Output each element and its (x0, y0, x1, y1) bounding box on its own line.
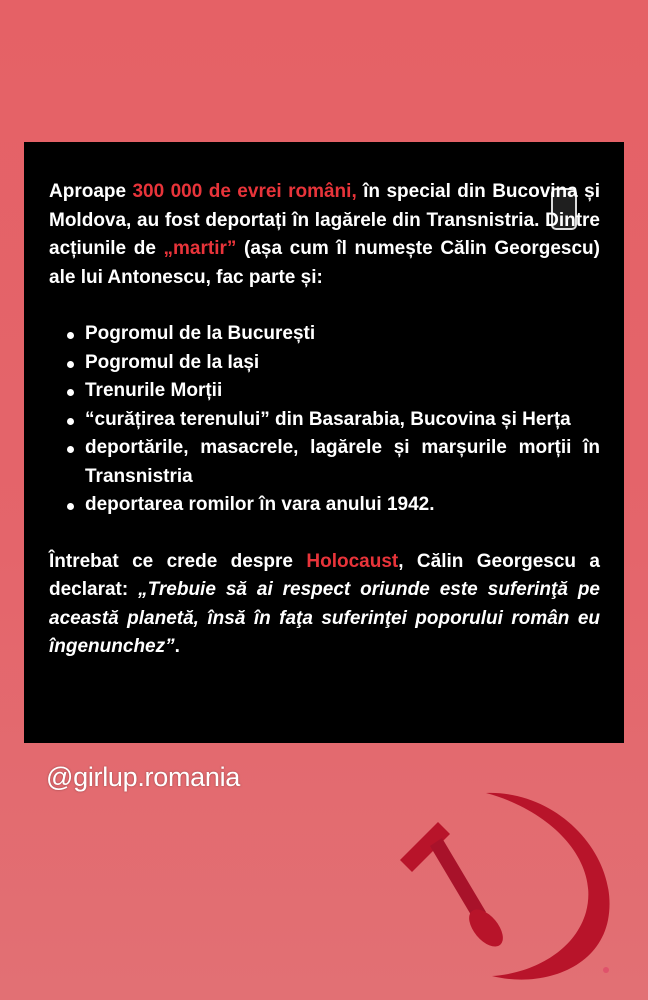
events-list (49, 320, 600, 520)
intro-text: în special din Bucovina și Moldova, au fost deportați în lagărele din Transnistria. Dintre acțiunile de (49, 181, 600, 259)
list-item: Pogromul de la București (49, 320, 600, 349)
list-item: deportările, masacrele, lagărele și marșurile morții în Transnistria (49, 434, 600, 491)
hammer-and-sickle-icon (390, 788, 630, 988)
martir-highlight: „martir” (163, 238, 237, 259)
closing-paragraph (49, 548, 600, 662)
account-handle[interactable]: @girlup.romania (46, 762, 240, 792)
list-item: “curățirea terenului” din Basarabia, Bucovina și Herța (49, 406, 600, 435)
intro-highlight: 300 000 de evrei români, (132, 181, 357, 202)
intro-paragraph (49, 178, 600, 292)
text-card (24, 142, 624, 743)
holocaust-highlight: Holocaust (306, 550, 399, 572)
intro-text: Aproape (49, 181, 133, 202)
closing-text: Întrebat ce crede despre (49, 550, 307, 572)
intro-text: (așa cum îl numește Călin Georgescu) ale lui Antonescu, fac parte și: (49, 238, 600, 288)
list-item: Pogromul de la Iași (49, 349, 600, 378)
list-item: Trenurile Morții (49, 377, 600, 406)
list-item: deportarea romilor în vara anului 1942. (49, 491, 600, 520)
closing-text: . (174, 636, 180, 657)
quote-text: „Trebuie să ai respect oriunde este suferinţă pe această planetă, însă în faţa suferinţei poporului român eu îngenunchez” (49, 579, 600, 657)
closing-text: , Călin Georgescu a declarat: (49, 550, 600, 600)
story-sticker-toggle-icon[interactable] (551, 188, 577, 230)
